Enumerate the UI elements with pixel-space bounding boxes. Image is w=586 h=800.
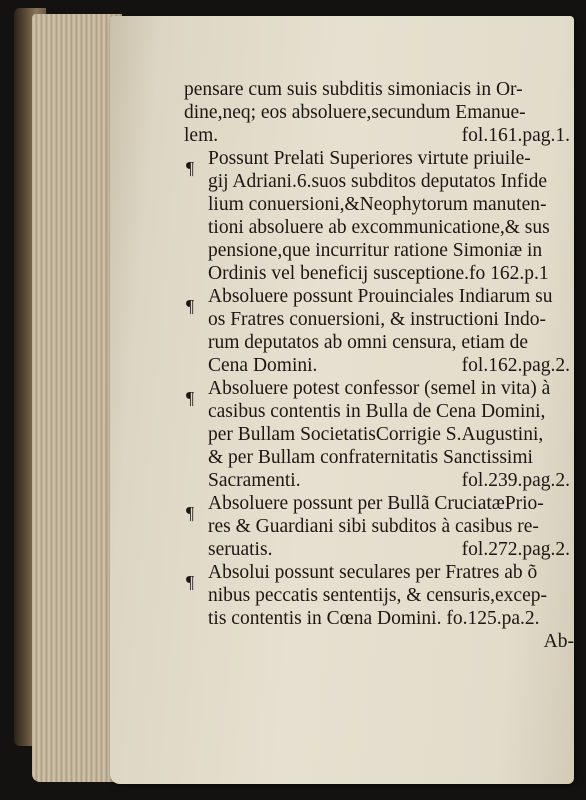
text-line — [184, 469, 574, 492]
text-line: Absoluere potest confessor (semel in vita) à — [208, 378, 551, 399]
text-line: res & Guardiani sibi subditos à casibus re- — [208, 516, 539, 537]
catchword: Ab- — [543, 631, 574, 652]
text-line — [184, 354, 574, 377]
line-text: seruatis. — [208, 539, 273, 560]
entry-paragraph — [184, 377, 574, 492]
text-line: casibus contentis in Bulla de Cena Domini, — [208, 401, 546, 422]
entry-paragraph — [184, 285, 574, 377]
folio-reference: fol.239.pag.2. — [461, 470, 570, 491]
text-line — [184, 538, 574, 561]
text-line: gij Adriani.6.suos subditos deputatos Infide — [208, 171, 548, 192]
text-line: per Bullam SocietatisCorrigie S.Augustini, — [208, 424, 544, 445]
text-line: lium conuersioni,&Neophytorum manuten- — [208, 194, 547, 215]
paragraph-mark: ¶ — [186, 388, 195, 408]
paragraph-mark: ¶ — [186, 296, 195, 316]
line-text: Cena Domini. — [208, 355, 318, 376]
folio-reference: fol.272.pag.2. — [461, 539, 570, 560]
text-line: os Fratres conuersioni, & instructioni Indo- — [208, 309, 546, 330]
page-text — [184, 78, 574, 653]
text-line: Absoluere possunt Prouinciales Indiarum su — [208, 286, 553, 307]
text-line: Ordinis vel beneficij susceptione.fo 162.p.1 — [208, 263, 549, 284]
folio-reference: fol.162.pag.2. — [461, 355, 570, 376]
paragraph-mark: ¶ — [186, 572, 195, 592]
text-line: dine,neq; eos absoluere,secundum Emanue- — [184, 102, 526, 123]
text-line: nibus peccatis sententijs, & censuris,excep- — [208, 585, 547, 606]
continuation-paragraph — [184, 78, 574, 147]
text-line: Possunt Prelati Superiores virtute priuile- — [208, 148, 531, 169]
entry-paragraph — [184, 147, 574, 285]
text-line: Absoluere possunt per Bullã CruciatæPrio- — [208, 493, 544, 514]
text-line: rum deputatos ab omni censura, etiam de — [208, 332, 529, 353]
folio-reference: fol.161.pag.1. — [461, 125, 570, 146]
entry-paragraph — [184, 561, 574, 630]
text-line: & per Bullam confraternitatis Sanctissimi — [208, 447, 533, 468]
paragraph-mark: ¶ — [186, 503, 195, 523]
line-text: Sacramenti. — [208, 470, 301, 491]
text-line: Absolui possunt seculares per Fratres ab õ — [208, 562, 538, 583]
text-line: pensione,que incurritur ratione Simoniæ in — [208, 240, 543, 261]
text-line — [184, 124, 574, 147]
text-line: tis contentis in Cœna Domini. fo.125.pa.2. — [208, 608, 540, 629]
text-line: tioni absoluere ab excommunicatione,& sus — [208, 217, 550, 238]
entry-paragraph — [184, 492, 574, 561]
paragraph-mark: ¶ — [186, 158, 195, 178]
page-edges — [32, 14, 122, 782]
text-line: pensare cum suis subditis simoniacis in Or- — [184, 79, 523, 100]
line-text: lem. — [184, 125, 219, 146]
